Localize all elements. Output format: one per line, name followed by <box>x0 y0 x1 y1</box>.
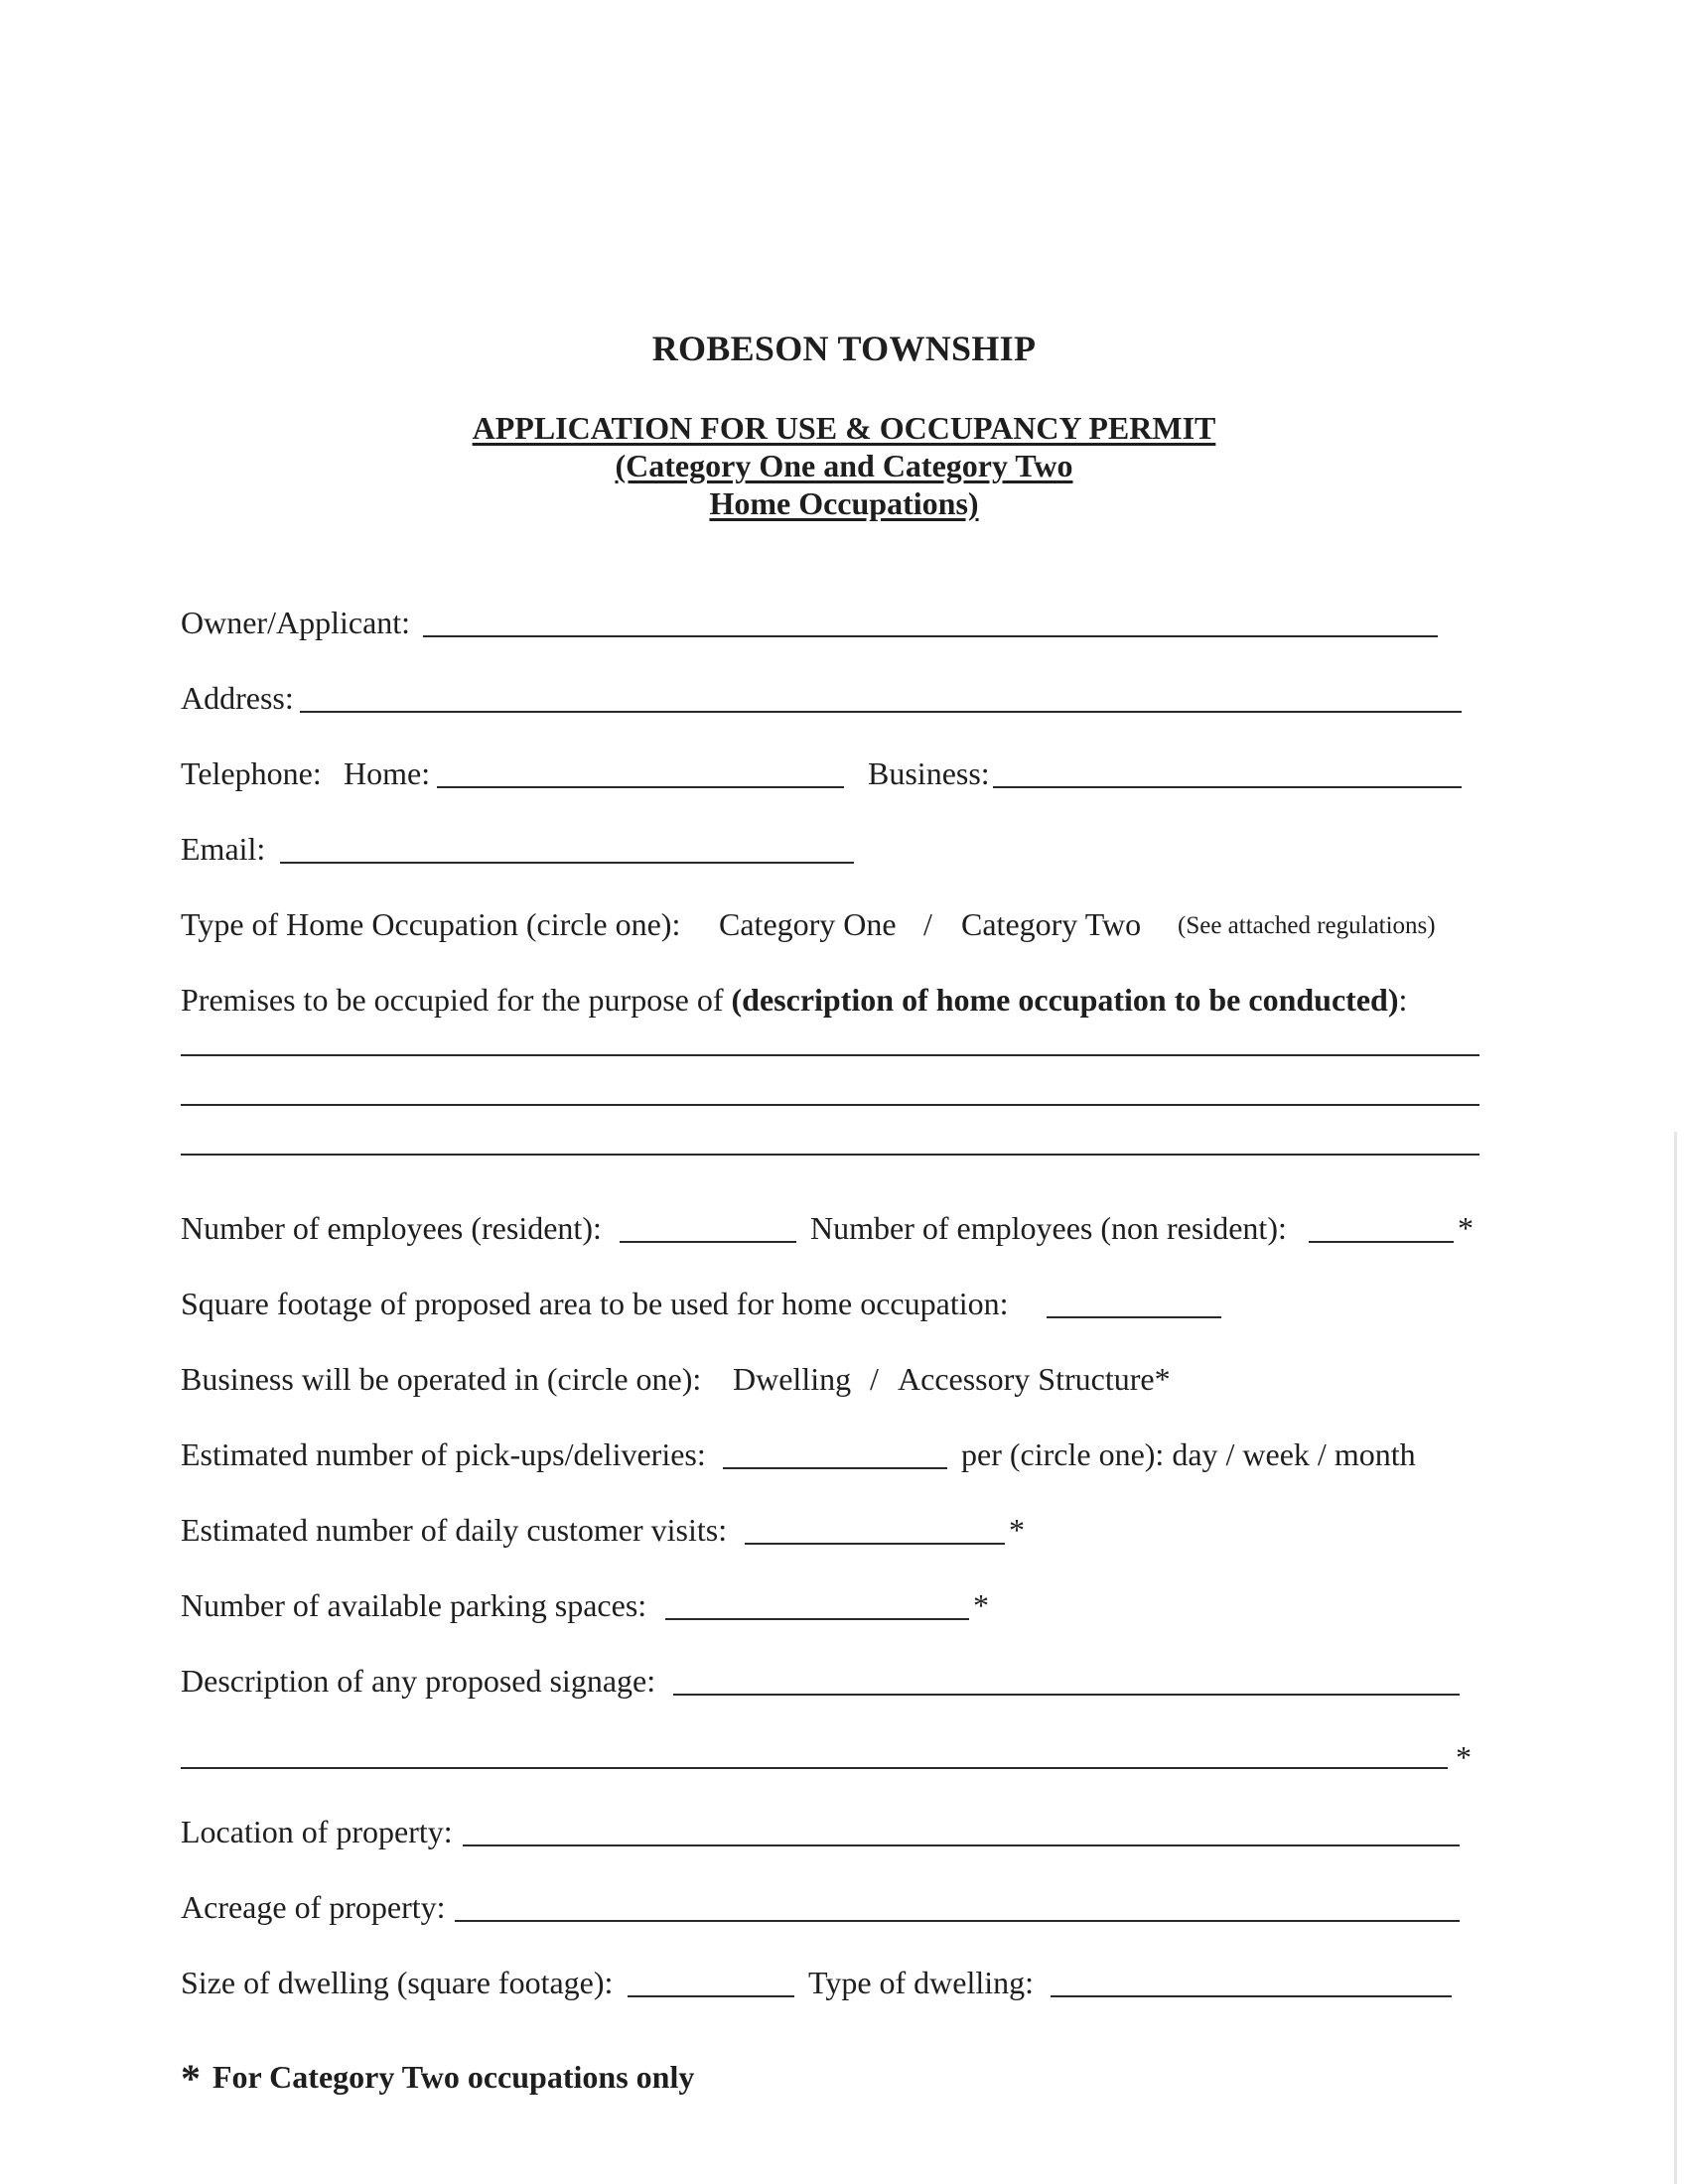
category-two-asterisk: * <box>1458 1210 1474 1246</box>
category-separator: / <box>923 906 932 942</box>
pickups-row <box>181 1432 1491 1477</box>
pickups-frequency-options[interactable]: per (circle one): day / week / month <box>961 1436 1416 1472</box>
parking-label: Number of available parking spaces: <box>181 1587 647 1623</box>
premises-label-text: Premises to be occupied for the purpose of <box>181 982 724 1018</box>
scan-edge-shadow <box>1674 1132 1677 2184</box>
customer-visits-field[interactable] <box>745 1507 1005 1545</box>
occupation-type-label: Type of Home Occupation (circle one): <box>181 906 681 942</box>
dwelling-size-label: Size of dwelling (square footage): <box>181 1965 614 2000</box>
employees-resident-label: Number of employees (resident): <box>181 1210 602 1246</box>
premises-line-3[interactable] <box>181 1154 1479 1156</box>
customer-visits-label: Estimated number of daily customer visits: <box>181 1512 728 1548</box>
telephone-label: Telephone: <box>181 755 322 791</box>
form-title-line-1: APPLICATION FOR USE & OCCUPANCY PERMIT <box>472 410 1216 446</box>
township-title: ROBESON TOWNSHIP <box>651 329 1037 368</box>
pickups-label: Estimated number of pick-ups/deliveries: <box>181 1436 706 1472</box>
employees-nonresident-label: Number of employees (non resident): <box>810 1210 1287 1246</box>
footnote-asterisk: * <box>181 2056 201 2101</box>
dwelling-type-field[interactable] <box>1051 1960 1452 1997</box>
occupation-type-row <box>181 901 1491 947</box>
signage-field[interactable] <box>673 1658 1460 1696</box>
owner-label: Owner/Applicant: <box>181 605 411 640</box>
square-footage-field[interactable] <box>1047 1281 1221 1318</box>
dwelling-option[interactable]: Dwelling <box>733 1361 852 1397</box>
pickups-field[interactable] <box>723 1432 947 1469</box>
acreage-field[interactable] <box>455 1884 1460 1922</box>
accessory-structure-option[interactable]: Accessory Structure* <box>898 1361 1171 1397</box>
square-footage-row <box>181 1281 1491 1326</box>
operated-separator: / <box>870 1361 879 1397</box>
employees-row <box>181 1205 1491 1251</box>
form-title-line-2: (Category One and Category Two <box>615 448 1073 483</box>
email-row <box>181 826 1491 872</box>
parking-row <box>181 1582 1491 1628</box>
square-footage-label: Square footage of proposed area to be used for home occupation: <box>181 1286 1009 1321</box>
employees-resident-field[interactable] <box>620 1205 796 1243</box>
location-field[interactable] <box>463 1809 1460 1846</box>
owner-field[interactable] <box>423 600 1438 637</box>
parking-field[interactable] <box>665 1582 969 1620</box>
premises-label <box>181 977 1407 1023</box>
premises-row <box>181 977 1491 1023</box>
see-regulations-note: (See attached regulations) <box>1178 912 1436 939</box>
acreage-row <box>181 1884 1491 1930</box>
location-label: Location of property: <box>181 1814 453 1849</box>
premises-colon: : <box>1398 982 1408 1018</box>
address-field[interactable] <box>300 675 1462 713</box>
category-one-option[interactable]: Category One <box>719 906 897 942</box>
signage-label: Description of any proposed signage: <box>181 1663 656 1699</box>
category-two-footnote <box>181 2055 694 2102</box>
operated-in-label: Business will be operated in (circle one): <box>181 1361 702 1397</box>
customer-visits-row <box>181 1507 1491 1553</box>
category-two-option[interactable]: Category Two <box>961 906 1142 942</box>
location-row <box>181 1809 1491 1854</box>
footnote-text: For Category Two occupations only <box>212 2059 695 2095</box>
owner-row <box>181 600 1491 645</box>
telephone-row <box>181 751 1491 796</box>
email-field[interactable] <box>280 826 854 864</box>
signage-asterisk: * <box>1456 1739 1472 1775</box>
address-row <box>181 675 1491 721</box>
dwelling-type-label: Type of dwelling: <box>808 1965 1035 2000</box>
business-phone-label: Business: <box>868 755 990 791</box>
customer-visits-asterisk: * <box>1009 1512 1025 1548</box>
business-phone-field[interactable] <box>993 751 1462 788</box>
email-label: Email: <box>181 831 266 867</box>
operated-in-row <box>181 1356 1491 1402</box>
dwelling-row <box>181 1960 1491 2005</box>
employees-nonresident-field[interactable] <box>1309 1205 1454 1243</box>
form-title-line-3: Home Occupations) <box>709 485 979 521</box>
premises-line-2[interactable] <box>181 1104 1479 1106</box>
signage-row <box>181 1658 1491 1704</box>
home-phone-field[interactable] <box>437 751 844 788</box>
home-phone-label: Home: <box>344 755 431 791</box>
signage-line-2[interactable] <box>181 1767 1448 1769</box>
address-label: Address: <box>181 680 294 716</box>
acreage-label: Acreage of property: <box>181 1889 446 1925</box>
parking-asterisk: * <box>973 1587 989 1623</box>
premises-line-1[interactable] <box>181 1054 1479 1056</box>
premises-label-bold: (description of home occupation to be conducted) <box>731 982 1399 1018</box>
dwelling-size-field[interactable] <box>628 1960 794 1997</box>
